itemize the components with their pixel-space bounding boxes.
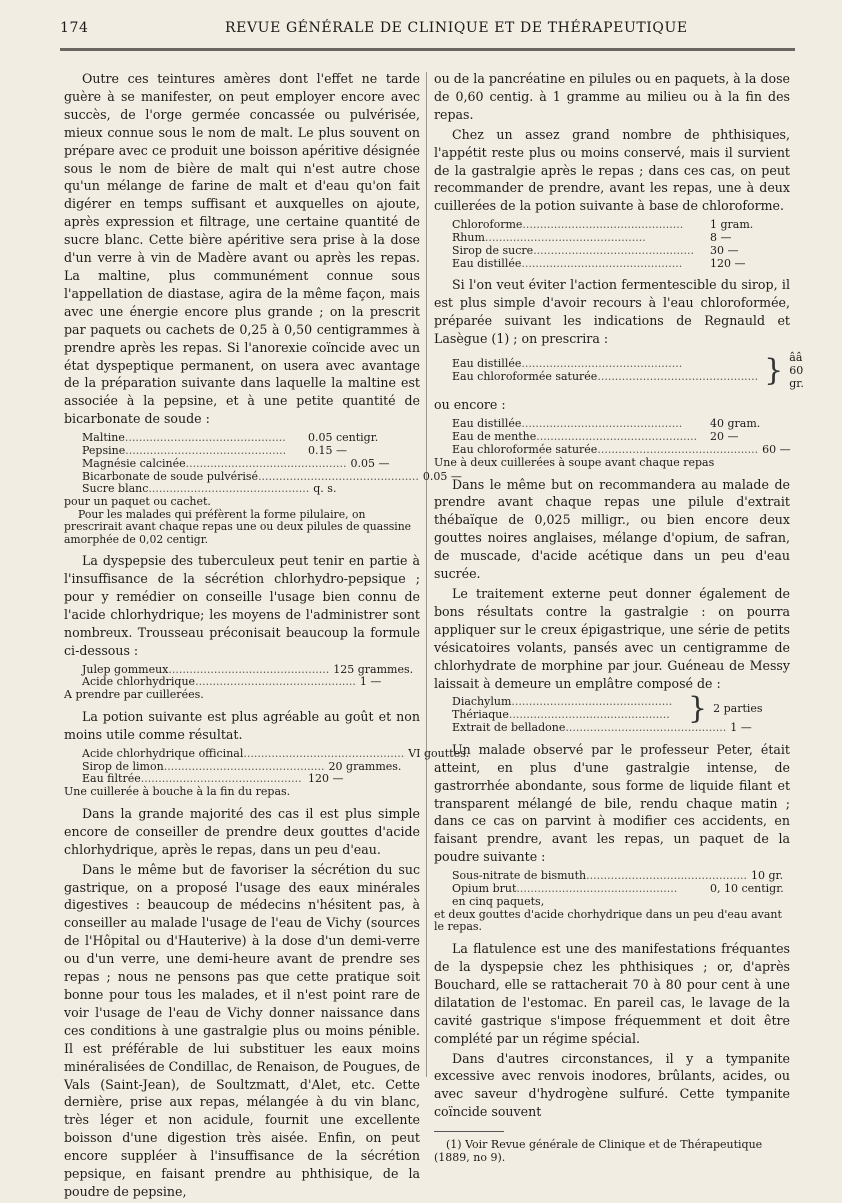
prescription-line: Eau filtrée .............................................. 120 — <box>82 772 344 786</box>
paragraph: ou encore : <box>434 397 506 413</box>
prescription-note: A prendre par cuillerées. <box>64 688 204 702</box>
paragraph: Dans la grande majorité des cas il est plus simple encore de conseiller de prendre deux gouttes d'acide chlorhydrique, après le repas, dans un peu d'eau. <box>64 805 420 857</box>
paragraph: Dans le même but on recommandera au malade de prendre avant chaque repas une pilule d'extrait thébaïque de 0,025 milligr., ou bien encore deux gouttes noires anglaises, mélange d'opium, de safran, de muscade, d'acide acétique dans un peu d'eau sucrée. <box>434 476 790 582</box>
running-title: REVUE GÉNÉRALE DE CLINIQUE ET DE THÉRAPEUTIQUE <box>225 20 688 36</box>
prescription-line: Eau chloroformée saturée .............................................. <box>452 370 759 384</box>
header-rule <box>60 48 795 51</box>
prescription-line: Thériaque .............................................. <box>452 708 670 722</box>
brace-icon: } <box>764 353 784 389</box>
prescription-line: Magnésie calcinée .............................................. 0.05 — <box>82 456 390 470</box>
page-number: 174 <box>60 20 89 36</box>
prescription-note: pour un paquet ou cachet. <box>64 495 211 509</box>
brace-group <box>452 351 804 390</box>
right-column <box>434 70 804 1165</box>
prescription-line: Eau chloroformée saturée .............................................. 60 — <box>452 442 791 456</box>
prescription-line: Rhum .............................................. 8 — <box>452 231 732 245</box>
paragraph: Dans d'autres circonstances, il y a tympanite excessive avec renvois inodores, brûlants, acides, ou avec saveur d'hydrogène sulfuré. Cette tympanite coïncide souvent <box>434 1050 790 1120</box>
prescription <box>434 417 791 469</box>
prescription-line: Eau distillée .............................................. 120 — <box>452 256 746 270</box>
prescription-line: Acide chlorhydrique .............................................. 1 — <box>82 675 382 689</box>
paragraph: ou de la pancréatine en pilules ou en paquets, à la dose de 0,60 centig. à 1 gramme au milieu ou à la fin des repas. <box>434 71 790 122</box>
paragraph: Chez un assez grand nombre de phthisiques, l'appétit reste plus ou moins conservé, mais il survient de la gastralgie après le repas ; dans ces cas, on peut recommander de prendre, avant les repas, une à deux cuillerées de la potion suivante à base de chloroforme. <box>434 126 790 214</box>
prescription-line: Sirop de limon .............................................. 20 grammes. <box>82 759 402 773</box>
paragraph: Si l'on veut éviter l'action fermentescible du sirop, il est plus simple d'avoir recours à l'eau chloroformée, préparée suivant les indications de Regnauld et Lasègue (1) ; on prescrira : <box>434 277 790 347</box>
page-header <box>60 18 795 40</box>
prescription-line: Eau distillée .............................................. 40 gram. <box>452 417 761 431</box>
prescription-line: Sirop de sucre .............................................. 30 — <box>452 243 739 257</box>
prescription-line: Pepsine .............................................. 0.15 — <box>82 443 347 457</box>
brace-icon: } <box>688 691 708 727</box>
column-divider <box>426 72 427 1077</box>
prescription <box>64 431 462 546</box>
combined-quantity: ââ 60 gr. <box>789 351 804 390</box>
prescription-note: et deux gouttes d'acide chorhydrique dans un peu d'eau avant le repas. <box>434 907 782 934</box>
paragraph: Un malade observé par le professeur Peter, était atteint, en plus d'une gastralgie intense, de gastrorrhée abondante, sous forme de liquide filant et transparent mélangé de bile, rendu chaque matin ; dans ce cas on parvint à modifier ces accidents, en faisant prendre, avant les repas, un paquet de la poudre suivante : <box>434 741 790 865</box>
prescription-line: Diachylum .............................................. <box>452 695 673 709</box>
prescription-line: Maltine .............................................. 0.05 centigr. <box>82 431 379 445</box>
prescription-line: Bicarbonate de soude pulvérisé .............................................. 0.05 — <box>82 469 462 483</box>
paragraph: La dyspepsie des tuberculeux peut tenir en partie à l'insuffisance de la sécrétion chlorhydro-pepsique ; pour y remédier on conseille l'usage bien connu de l'acide chlorhydrique; les moyens de l'administrer sont nombreux. Trousseau préconisait beaucoup la formule ci-dessous : <box>64 553 420 658</box>
prescription-line: Eau de menthe .............................................. 20 — <box>452 430 739 444</box>
prescription <box>434 869 790 934</box>
prescription <box>452 219 790 270</box>
prescription-note: en cinq paquets, <box>452 894 545 908</box>
prescription <box>452 351 804 390</box>
brace-group <box>452 691 790 727</box>
prescription <box>64 746 470 799</box>
prescription-note: Pour les malades qui préfèrent la forme pilulaire, on prescrirait avant chaque repas une ou deux pilules de quassine amorphée de 0,02 centigr. <box>64 507 412 546</box>
footnote-rule <box>434 1131 504 1132</box>
prescription-line: Opium brut .............................................. 0, 10 centigr. <box>452 881 784 895</box>
prescription-line: Acide chlorhydrique officinal .............................................. VI gouttes. <box>82 746 470 760</box>
prescription <box>64 662 420 702</box>
footnote: (1) Voir Revue générale de Clinique et de Thérapeutique (1889, no 9). <box>434 1138 763 1165</box>
paragraph: Dans le même but de favoriser la sécrétion du suc gastrique, on a proposé l'usage des eaux minérales digestives : beaucoup de médecins n'hésitent pas, à conseiller au malade l'usage de l'eau de Vichy (sources de l'Hôpital ou d'Hauterive) à la dose d'un demi-verre ou d'un verre, une demi-heure avant de prendre ses repas ; nous ne pensons pas que cette pratique soit bonne pour tous les malades, et il n'est point rare de voir l'usage de l'eau de Vichy donner naissance dans ces conditions à une gastralgie plus ou moins pénible. Il est préférable de lui substituer les eaux moins minéralisées de Condillac, de Renaison, de Pougues, de Vals (Saint-Jean), de Soultzmatt, d'Alet, etc. Cette dernière, prise aux repas, mélangée à du vin blanc, très léger et non acidule, fournit une excellente boisson d'une digestion très aisée. Enfin, on peut encore suppléer à l'insuffisance de la sécrétion pepsique, en faisant prendre au phthisique, de la poudre de pepsine, <box>64 861 420 1199</box>
prescription-note: Une cuillerée à bouche à la fin du repas. <box>64 785 291 799</box>
prescription-line: Julep gommeux .............................................. 125 grammes. <box>82 662 414 676</box>
prescription <box>452 691 790 735</box>
combined-quantity: 2 parties <box>713 701 763 715</box>
paragraph: Outre ces teintures amères dont l'effet ne tarde guère à se manifester, on peut employer encore avec succès, de l'orge germée concassée ou pulvérisée, mieux connue sous le nom de malt. Le plus souvent on prépare avec ce produit une boisson apéritive désignée sous le nom de bière de malt qui n'est autre chose qu'un mélange de farine de malt et d'eau qu'on fait digérer en temps suffisant et auxquelles on ajoute, après expression et filtrage, une certaine quantité de sucre blanc. Cette bière apéritive sera prise à la dose d'un verre à vin de Madère avant ou après les repas. La maltine, plus communément connue sous l'appellation de diastase, agira de la même façon, mais avec une énergie encore plus grande ; on la prescrit par paquets ou cachets de 0,25 à 0,50 centigrammes à prendre après les repas. Si l'anorexie coïncide avec un état dyspeptique permanent, on usera avec avantage de la préparation suivante dans laquelle la maltine est associée à la pepsine, et à une petite quantité de bicarbonate de soude : <box>64 71 420 427</box>
paragraph: La potion suivante est plus agréable au goût et non moins utile comme résultat. <box>64 708 420 742</box>
prescription-line: Sucre blanc .............................................. q. s. <box>82 482 337 496</box>
prescription-line: Chloroforme .............................................. 1 gram. <box>452 218 754 232</box>
paragraph: Le traitement externe peut donner également de bons résultats contre la gastralgie : on pourra appliquer sur le creux épigastrique, une série de petits vésicatoires volants, pansés avec un centigramme de chlorhydrate de morphine par jour. Guéneau de Messy laissait à demeure un emplâtre composé de : <box>434 585 790 691</box>
paragraph: La flatulence est une des manifestations fréquantes de la dyspepsie chez les phthisiques ; or, d'après Bouchard, elle se rattacherait 70 à 80 pour cent à une dilatation de l'estomac. En pareil cas, le lavage de la cavité gastrique s'impose fréquemment et doit être complété par un régime spécial. <box>434 941 790 1046</box>
prescription-note: Une à deux cuillerées à soupe avant chaque repas <box>434 455 715 469</box>
prescription-line: Eau distillée .............................................. <box>452 357 683 371</box>
prescription-line: Sous-nitrate de bismuth .............................................. 10 gr. <box>452 869 784 883</box>
prescription-line: Extrait de belladone .............................................. 1 — <box>452 721 752 735</box>
